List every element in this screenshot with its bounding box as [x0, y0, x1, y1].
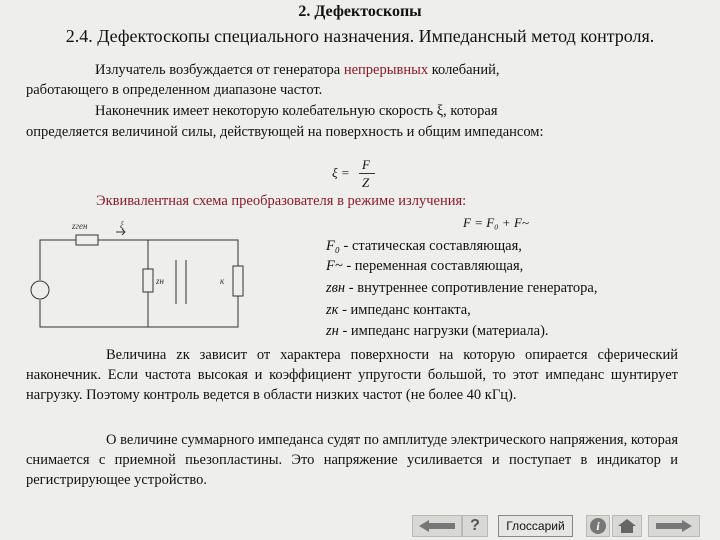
force-formula: F = F₀ + F~ [463, 215, 529, 230]
zn-resistor [143, 269, 153, 292]
info-icon: i [590, 518, 606, 534]
arrow-left-icon [417, 519, 457, 533]
circuit-top-wire [40, 240, 238, 280]
xi-label: ξ [120, 220, 124, 230]
intro-line3: Наконечник имеет некоторую колебательную скорость ξ, которая [95, 103, 498, 119]
slide-title: 2.4. Дефектоскопы специального назначения. Импедансный метод контроля. [65, 26, 655, 46]
z-gen-resistor [76, 235, 98, 245]
zk-element [233, 266, 243, 296]
z-gen-label: zген [72, 221, 88, 231]
intro-line1 [95, 60, 499, 80]
help-icon: ? [470, 517, 480, 534]
intro-text-b: колебаний, [428, 62, 500, 78]
formula-denominator: Z [362, 175, 370, 190]
zn-label: zн [156, 276, 164, 286]
fraction-bar [359, 173, 375, 174]
arrow-right-icon [654, 519, 694, 533]
zk-label: к [220, 276, 225, 286]
zk-branch [176, 260, 186, 304]
intro-line4: определяется величиной силы, действующей на поверхность и общим импедансом: [26, 124, 544, 140]
home-icon [617, 518, 637, 534]
paragraph-voltage: О величине суммарного импеданса судят по амплитуде электрического напряжения, которая снимается с приемной пьезопластины. Это напряжение усиливается и поступает в индикатор и регистрирующее устройство. [26, 432, 678, 488]
circuit-bottom-wire [40, 296, 238, 327]
equivalent-circuit [28, 212, 254, 332]
glossary-button[interactable]: Глоссарий [498, 515, 573, 537]
intro-text-red: непрерывных [343, 62, 429, 78]
intro-text-a: Излучатель возбуждается от генератора [95, 62, 344, 78]
intro-line2: работающего в определенном диапазоне частот. [26, 82, 323, 98]
home-button[interactable] [612, 515, 642, 537]
back-button[interactable] [412, 515, 462, 537]
legend-item: zвн - внутреннее сопротивление генератора, [326, 280, 598, 296]
legend-item: F~ - переменная составляющая, [326, 258, 524, 274]
info-button[interactable] [586, 515, 610, 537]
legend-item: zн - импеданс нагрузки (материала). [326, 323, 549, 339]
generator-symbol [31, 281, 49, 299]
formula-lhs: ξ = [332, 165, 350, 180]
help-button[interactable] [462, 515, 488, 537]
scheme-caption: Эквивалентная схема преобразователя в режиме излучения: [96, 193, 467, 209]
forward-button[interactable] [648, 515, 700, 537]
section-title: 2. Дефектоскопы [298, 3, 422, 20]
legend-item: zк - импеданс контакта, [326, 302, 471, 318]
legend-item: F₀ - статическая составляющая, [326, 238, 522, 254]
formula-numerator: F [362, 157, 370, 172]
paragraph-zk: Величина zк зависит от характера поверхности на которую опирается сферический наконечник. Если частота высокая и коэффициент упругости большой, то этот импеданс шунтирует нагрузку. Поэтому контроль ведется в области низких частот (не более 40 кГц). [26, 347, 678, 403]
